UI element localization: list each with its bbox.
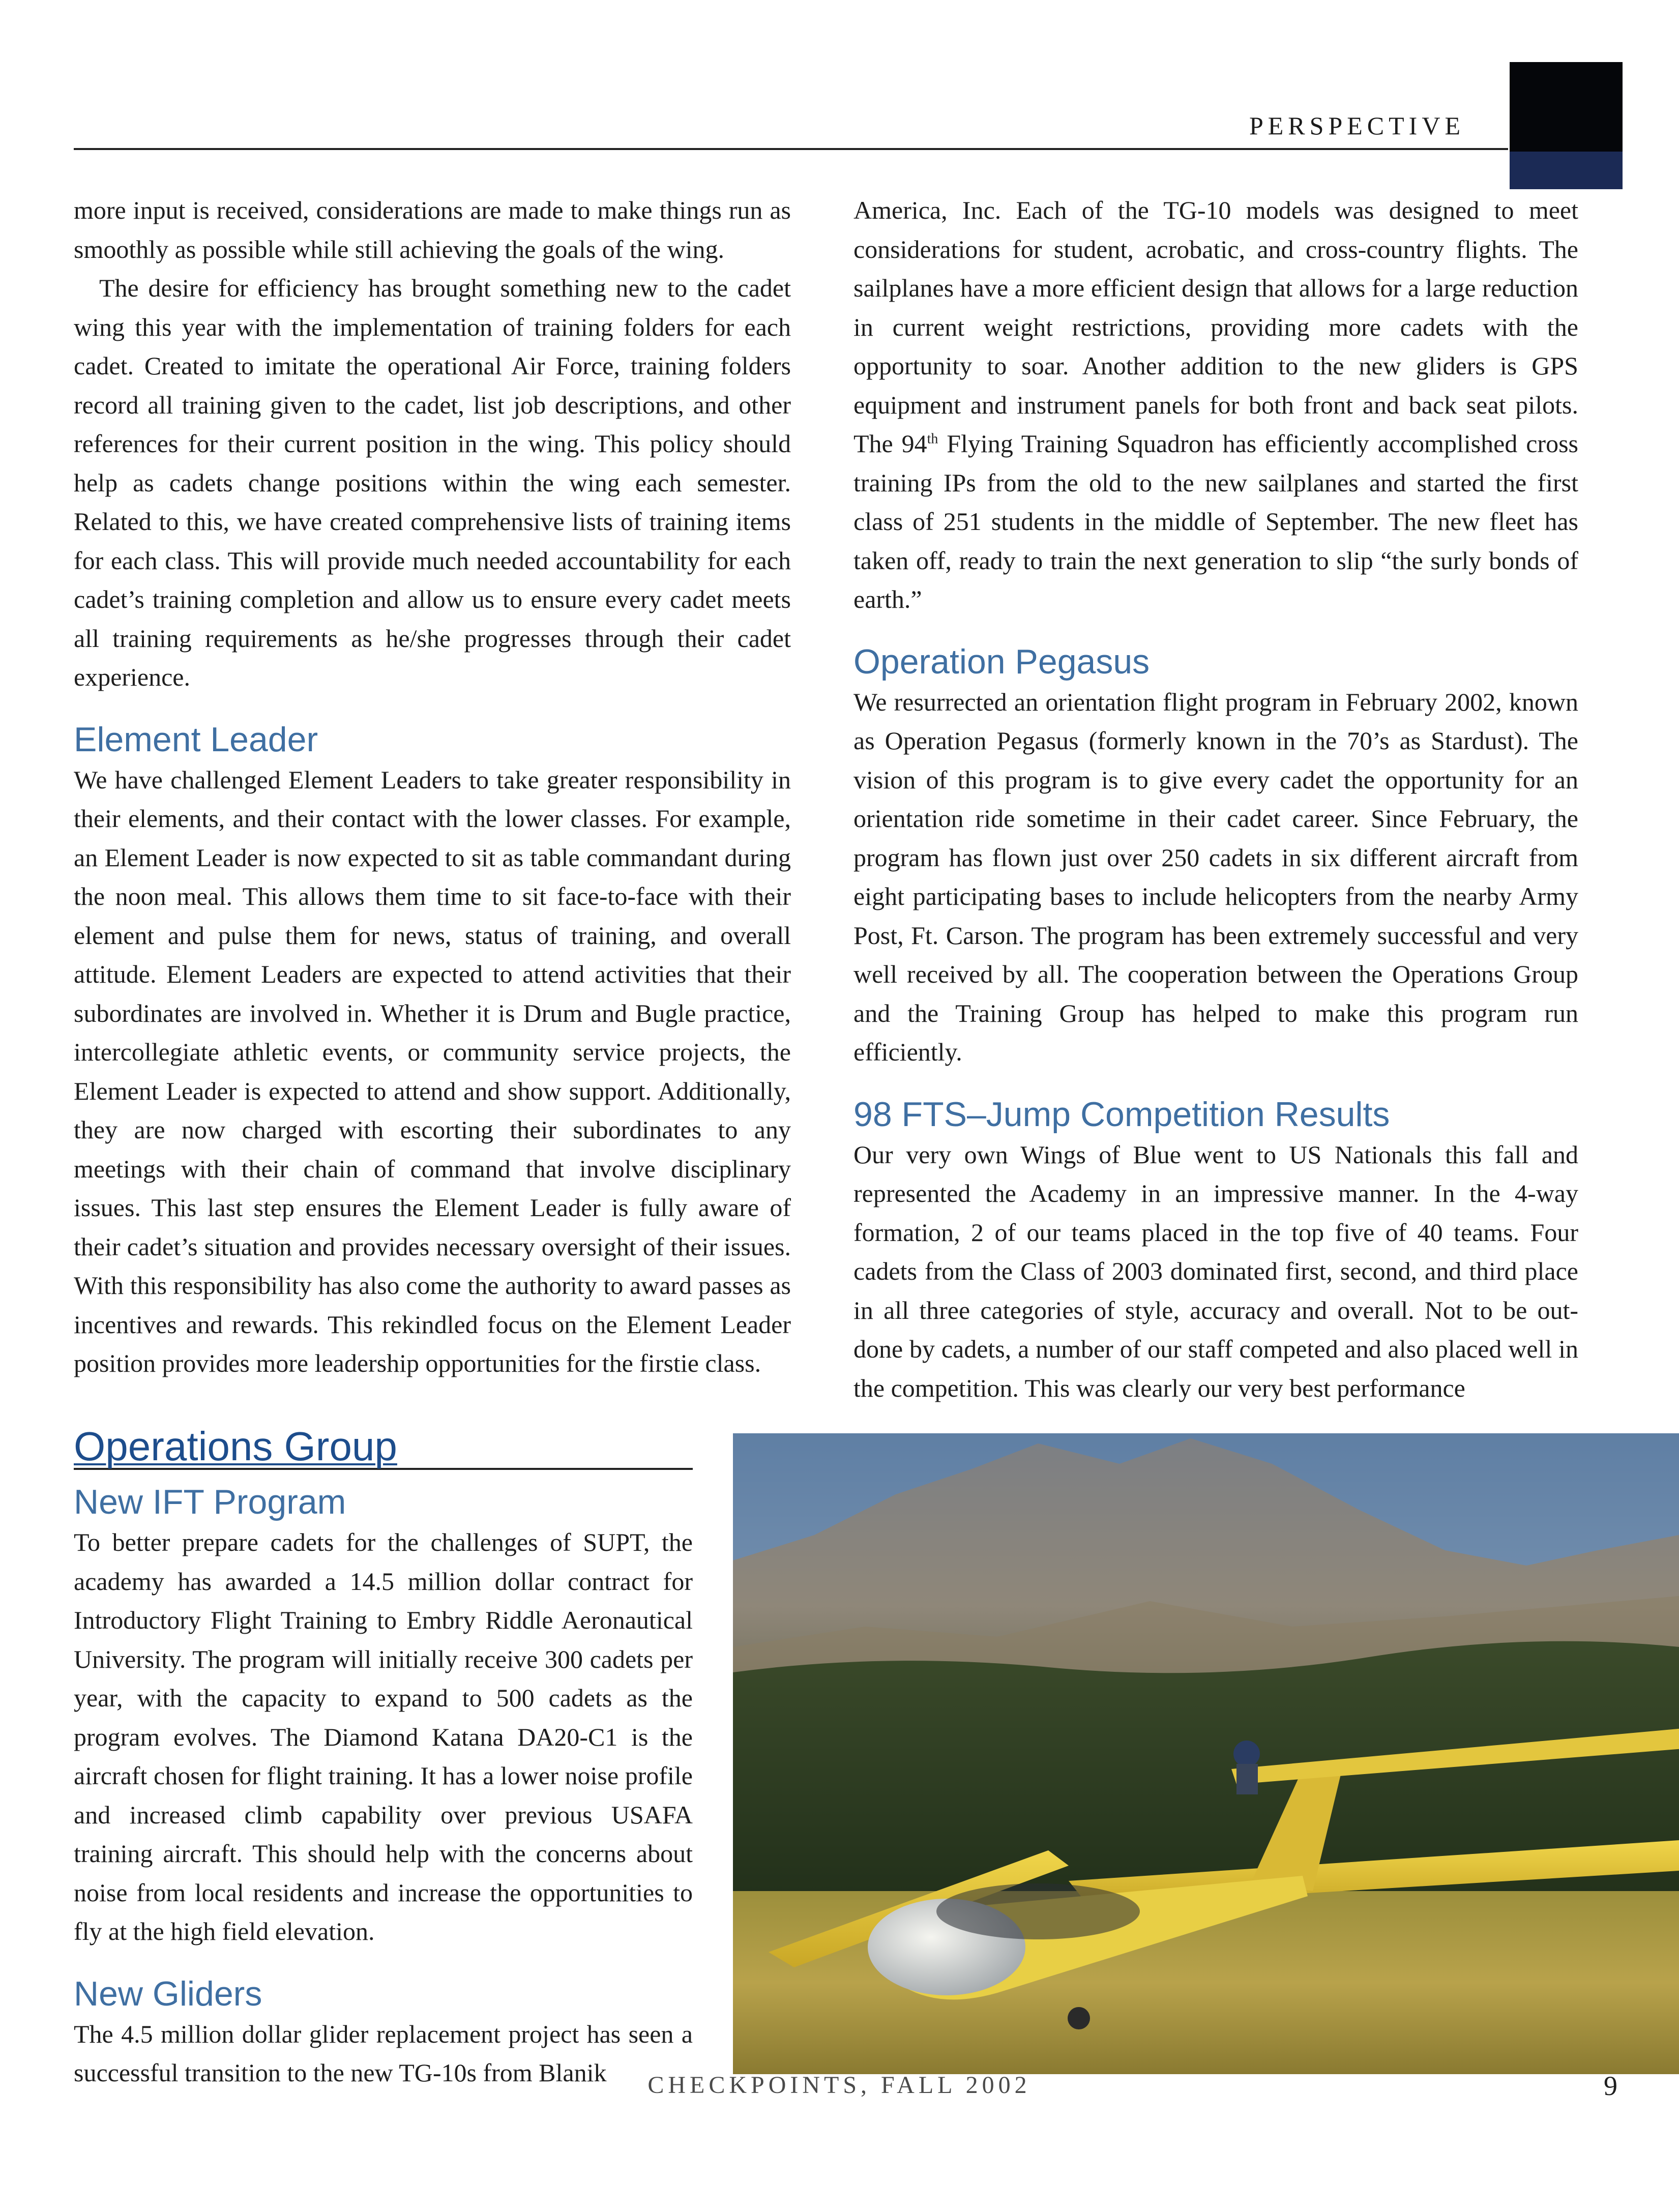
paragraph: We have challenged Element Leaders to take greater responsibility in their elements, and their contact with the lower classes. For example, an Element Leader is now expected to sit as table commandant during the noon meal. This allows them time to sit face-to-face with their element and pulse them for news, status of training, and overall attitude. Element Leaders are expected to attend activities that their subordinates are involved in. Whether it is Drum and Bugle practice, intercollegiate athletic events, or community service projects, the Element Leader is expected to attend and show support. Additionally, they are now charged with escorting their subordinates to any meetings with their chain of command that involve disciplinary issues. This last step ensures the Element Leader is fully aware of their cadet’s situation and provides necessary oversight of their issues. With this responsibility has also come the authority to award passes as incentives and rewards. This rekindled focus on the Element Leader position provides more leadership opportunities for the firstie class. xyxy=(74,765,791,1377)
paragraph: We resurrected an orientation flight program in February 2002, known as Operation Pegasus (formerly known in the 70’s as Stardust). The vision of this program is to give every cadet the opportunity for an orientation ride sometime in their cadet career. Since February, the program has flown just over 250 cadets in six different aircraft from eight participating bases to include helicopters from the nearby Army Post, Ft. Carson. The program has been extremely successful and very well received by all. The cooperation between the Operations Group and the Training Group has helped to make this program run efficiently. xyxy=(853,687,1578,1066)
right-column xyxy=(853,191,1578,1407)
ordinal-suffix: th xyxy=(927,431,938,447)
pilot-figure xyxy=(1233,1741,1260,1767)
paragraph-text: Flying Training Squadron has efficiently accomplished cross training IPs from the old to the new sailplanes and started the first class of 251 students in the middle of September. The new fleet has taken off, ready to train the next generation to slip “the surly bonds of earth.” xyxy=(853,429,1578,613)
header-rule xyxy=(74,148,1508,150)
paragraph: To better prepare cadets for the challenges of SUPT, the academy has awarded a 14.5 million dollar contract for Introductory Flight Training to Embry Riddle Aeronautical University. The program will initially receive 300 cadets per year, with the capacity to expand to 500 cadets as the program evolves. The Diamond Katana DA20-C1 is the aircraft chosen for flight training. It has a lower noise profile and increased climb capability over previous USAFA training aircraft. This should help with the concerns about noise from local residents and increase the opportunities to fly at the high field elevation. xyxy=(74,1528,693,1945)
running-header: PERSPECTIVE xyxy=(1249,111,1465,140)
pilot-figure-body xyxy=(1236,1764,1258,1794)
paragraph: Our very own Wings of Blue went to US Nationals this fall and represented the Academy in an impressive manner. In the 4-way formation, 2 of our teams placed in the top five of 40 teams. Four cadets from the Class of 2003 dominated first, second, and third place in all three categories of style, accuracy and overall. Not to be out-done by cadets, a number of our staff competed and also placed well in the competition. This was clearly our very best performance xyxy=(853,1140,1578,1402)
operations-group-column xyxy=(74,1481,693,2092)
heading-new-gliders: New Gliders xyxy=(74,1974,262,2013)
heading-jump-competition: 98 FTS–Jump Competition Results xyxy=(853,1095,1390,1134)
glider-cockpit-glass xyxy=(936,1883,1140,1939)
section-title xyxy=(74,1423,693,1470)
footer-publication: CHECKPOINTS, FALL 2002 xyxy=(647,2072,1031,2099)
left-column xyxy=(74,191,791,1383)
paragraph: The desire for efficiency has brought something new to the cadet wing this year with the implementation of training folders for each cadet. Created to imitate the operational Air Force, training folders record all training given to the cadet, list job descriptions, and other references for their current position in the wing. This policy should help as cadets change positions within the wing each semester. Related to this, we have created comprehensive lists of training items for each class. This will provide much needed accountability for each cadet’s training completion and allow us to ensure every cadet meets all training requirements as he/she progresses through their cadet experience. xyxy=(74,274,791,691)
paragraph: more input is received, considerations are made to make things run as smoothly as possible while still achieving the goals of the wing. xyxy=(74,196,791,263)
heading-new-ift-program: New IFT Program xyxy=(74,1483,346,1521)
glider-photo-svg xyxy=(733,1433,1679,2074)
section-tab-block xyxy=(1510,62,1623,189)
paragraph: The 4.5 million dollar glider replacement project has seen a successful transition to the new TG-10s from Blanik xyxy=(74,2019,693,2087)
section-tab-tint xyxy=(1510,152,1623,189)
paragraph-text: America, Inc. Each of the TG-10 models was designed to meet considerations for student, acrobatic, and cross-country flights. The sailplanes have a more efficient design that allows for a large reduction in current weight restrictions, providing more cadets with the opportunity to soar. Another addition to the new gliders is GPS equipment and instrument panels for both front and back seat pilots. The 94 xyxy=(853,196,1578,458)
section-title-text: Operations Group xyxy=(74,1424,397,1469)
page-number: 9 xyxy=(1604,2071,1617,2101)
glider-photo xyxy=(733,1433,1679,2074)
heading-element-leader: Element Leader xyxy=(74,720,318,759)
paragraph xyxy=(853,191,1578,619)
heading-operation-pegasus: Operation Pegasus xyxy=(853,642,1150,681)
glider-wheel xyxy=(1068,2007,1090,2029)
